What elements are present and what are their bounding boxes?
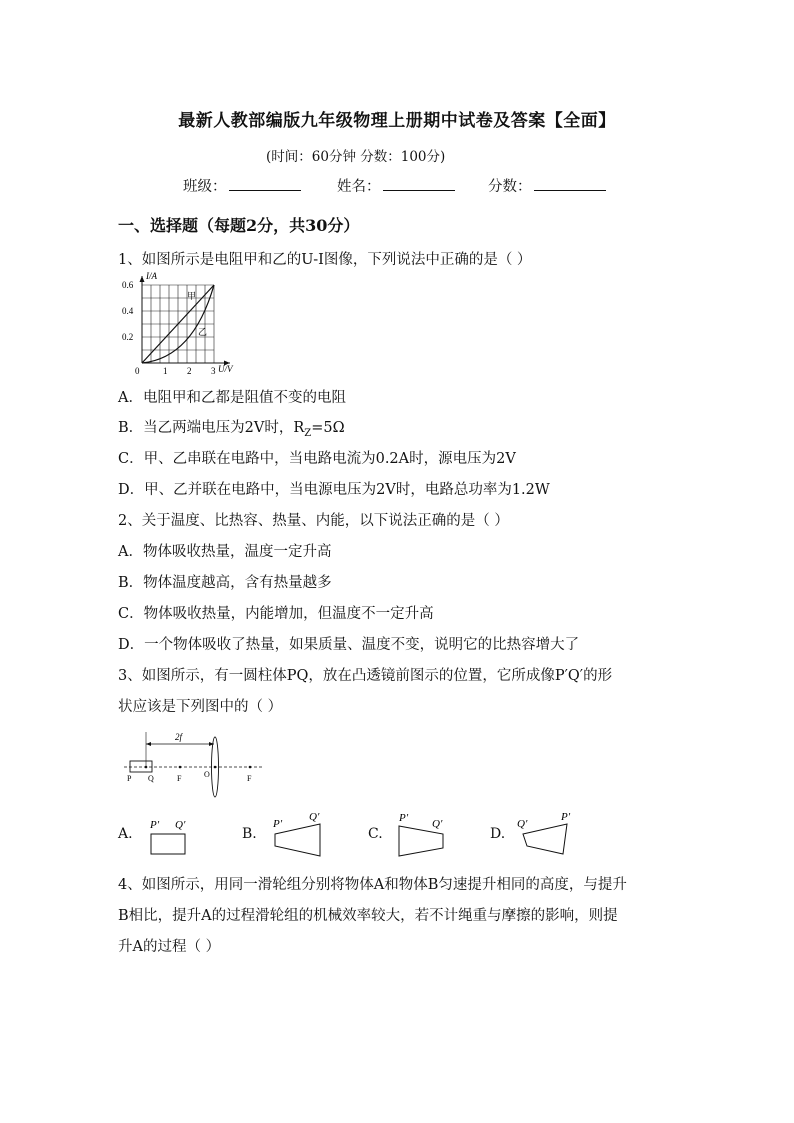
question-3-choice-d-figure[interactable] bbox=[514, 806, 580, 862]
x-axis-label: U/V bbox=[218, 364, 233, 374]
question-3-choice-c-figure[interactable] bbox=[392, 806, 454, 862]
question-2-option-d[interactable]: D．一个物体吸收了热量，如果质量、温度不变，说明它的比热容增大了 bbox=[118, 637, 580, 653]
choice-d-right-label: P′ bbox=[561, 811, 571, 823]
page-title: 最新人教部编版九年级物理上册期中试卷及答案【全面】 bbox=[178, 111, 616, 131]
choice-a-left-label: P′ bbox=[150, 819, 160, 831]
question-1-option-d[interactable]: D．甲、乙并联在电路中，当电源电压为2V时，电路总功率为1.2W bbox=[118, 482, 550, 498]
point-label-q: Q bbox=[148, 774, 154, 783]
question-3-stem-line-1: 3、如图所示，有一圆柱体PQ，放在凸透镜前图示的位置，它所成像P′Q′的形 bbox=[118, 668, 613, 684]
x-tick-label: 0 bbox=[135, 366, 140, 376]
question-2-option-a[interactable]: A．物体吸收热量，温度一定升高 bbox=[118, 544, 332, 560]
choice-d-left-label: Q′ bbox=[517, 818, 528, 830]
object-pq bbox=[130, 761, 152, 772]
score-blank[interactable] bbox=[534, 176, 606, 191]
question-1-stem: 1、如图所示是电阻甲和乙的U-I图像，下列说法中正确的是（ ） bbox=[118, 252, 532, 268]
score-label: 分数： bbox=[488, 179, 532, 195]
name-blank[interactable] bbox=[383, 176, 455, 191]
x-tick-label: 2 bbox=[187, 366, 192, 376]
ui-graph-figure bbox=[118, 270, 253, 378]
curve-label-jia: 甲 bbox=[187, 291, 197, 301]
exam-time-info: (时间：60分钟 分数：100分) bbox=[266, 149, 446, 165]
point-f-right-dot bbox=[249, 766, 252, 769]
name-field bbox=[337, 175, 455, 196]
curve-label-yi: 乙 bbox=[198, 327, 208, 337]
image-shape-rectangle bbox=[151, 834, 185, 854]
score-field bbox=[488, 175, 606, 196]
question-3-choice-b-letter[interactable]: B. bbox=[242, 826, 257, 842]
point-label-f: F bbox=[177, 774, 182, 783]
question-1-option-a[interactable]: A．电阻甲和乙都是阻值不变的电阻 bbox=[118, 390, 346, 406]
section-title: 一、选择题（每题2分，共30分） bbox=[118, 216, 360, 235]
choice-a-right-label: Q′ bbox=[175, 819, 186, 831]
question-1-option-b[interactable] bbox=[118, 416, 345, 439]
question-3-choice-b-figure[interactable] bbox=[266, 806, 332, 862]
point-f-left-dot bbox=[179, 766, 182, 769]
y-tick-label: 0.4 bbox=[122, 306, 134, 316]
choice-b-left-label: P′ bbox=[273, 818, 283, 830]
point-o-dot bbox=[214, 766, 217, 769]
option-b-formula: $R_Z=5\Omega$ bbox=[293, 420, 345, 439]
question-4-stem-line-2: B相比，提升A的过程滑轮组的机械效率较大，若不计绳重与摩擦的影响，则提 bbox=[118, 908, 618, 924]
image-shape-trapezoid bbox=[399, 826, 443, 856]
point-label-o: O bbox=[204, 770, 210, 779]
point-q-dot bbox=[145, 766, 148, 769]
name-label: 姓名： bbox=[337, 179, 381, 195]
question-1-option-c[interactable]: C．甲、乙串联在电路中，当电路电流为0.2A时，源电压为2V bbox=[118, 451, 516, 467]
choice-c-left-label: P′ bbox=[399, 812, 409, 824]
dimension-arrow-left-icon bbox=[146, 742, 151, 746]
lens-diagram bbox=[118, 726, 268, 800]
y-axis-arrow-icon bbox=[140, 276, 145, 282]
x-tick-label: 1 bbox=[163, 366, 168, 376]
class-label: 班级： bbox=[183, 179, 227, 195]
question-3-stem-line-2: 状应该是下列图中的（ ） bbox=[118, 699, 283, 715]
point-label-p: P bbox=[127, 774, 132, 783]
option-b-text: B．当乙两端电压为2V时， bbox=[118, 420, 294, 436]
y-axis-label: I/A bbox=[146, 271, 157, 281]
y-tick-label: 0.6 bbox=[122, 280, 134, 290]
question-4-stem-line-3: 升A的过程（ ） bbox=[118, 939, 221, 955]
x-tick-label: 3 bbox=[211, 366, 216, 376]
choice-b-right-label: Q′ bbox=[309, 811, 320, 823]
question-3-choice-a-letter[interactable]: A. bbox=[118, 826, 133, 842]
question-2-option-b[interactable]: B．物体温度越高，含有热量越多 bbox=[118, 575, 332, 591]
image-shape-trapezoid bbox=[523, 824, 567, 854]
question-3-choice-c-letter[interactable]: C. bbox=[368, 826, 383, 842]
distance-label: 2f bbox=[175, 732, 183, 742]
question-2-option-c[interactable]: C．物体吸收热量，内能增加，但温度不一定升高 bbox=[118, 606, 434, 622]
point-label-f: F bbox=[247, 774, 252, 783]
question-3-choice-d-letter[interactable]: D. bbox=[490, 826, 506, 842]
question-4-stem-line-1: 4、如图所示，用同一滑轮组分别将物体A和物体B匀速提升相同的高度，与提升 bbox=[118, 877, 627, 893]
class-field bbox=[183, 175, 301, 196]
question-2-stem: 2、关于温度、比热容、热量、内能，以下说法正确的是（ ） bbox=[118, 513, 509, 529]
choice-c-right-label: Q′ bbox=[432, 818, 443, 830]
y-tick-label: 0.2 bbox=[122, 332, 134, 342]
class-blank[interactable] bbox=[229, 176, 301, 191]
question-3-choice-a-figure[interactable] bbox=[142, 814, 194, 860]
